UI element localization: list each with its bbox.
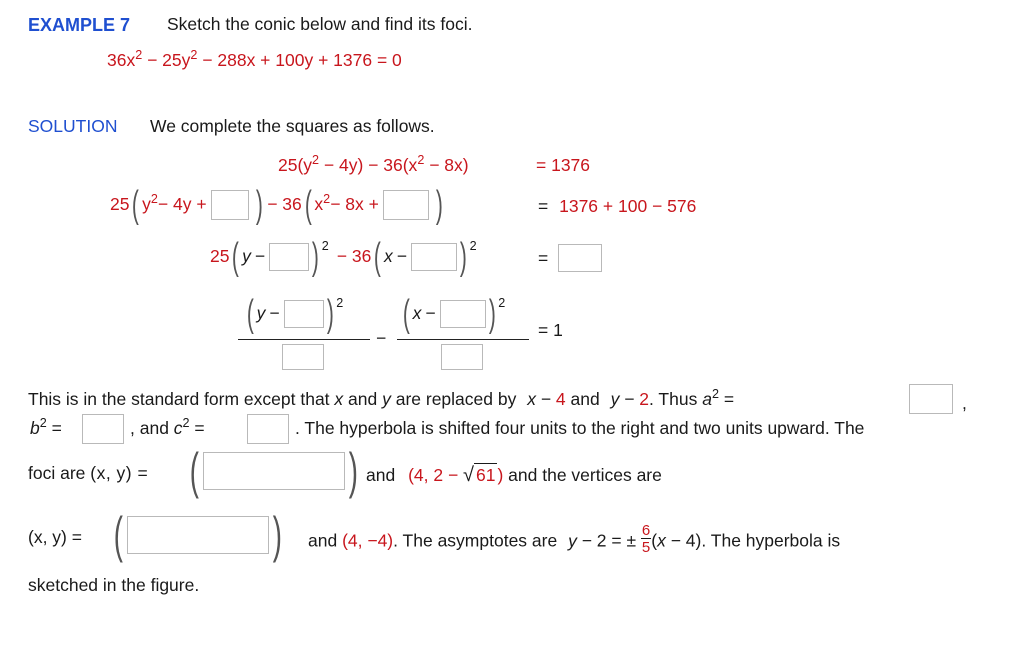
step2-rhs-value: 1376 + 100 − 576 bbox=[559, 196, 697, 216]
step1-rhs: = 1376 bbox=[536, 155, 591, 175]
paragraph-line-1 bbox=[28, 387, 735, 409]
var-x: x bbox=[384, 246, 393, 267]
foci-answer-group bbox=[186, 443, 361, 499]
eq-term-rest: − 288x + 100y + 1376 = 0 bbox=[197, 50, 402, 70]
text: ( bbox=[651, 530, 658, 551]
step1-part: 25(y bbox=[278, 155, 313, 175]
minus: − bbox=[396, 246, 407, 267]
close-paren: ) bbox=[348, 443, 358, 499]
step2-rhs bbox=[538, 198, 696, 216]
answer-box-c-squared[interactable] bbox=[247, 414, 289, 444]
close-paren: ) bbox=[272, 507, 282, 563]
minus-8x-plus: − 8x + bbox=[330, 194, 379, 215]
foci-line-rest bbox=[366, 465, 662, 485]
exponent: 2 bbox=[182, 416, 190, 431]
var-x: x bbox=[412, 303, 422, 324]
b-squared-label bbox=[30, 416, 62, 438]
var-a: a bbox=[702, 389, 712, 409]
var-y: y bbox=[610, 389, 620, 409]
var-x: x bbox=[657, 530, 666, 551]
foci-label bbox=[28, 465, 148, 483]
step2-expression bbox=[110, 183, 446, 227]
minus-4y-plus: − 4y + bbox=[157, 194, 207, 215]
solution-label: SOLUTION bbox=[28, 116, 118, 136]
fraction-y-numerator: ( y − ) $^2$ bbox=[246, 293, 344, 335]
answer-box-complete-square-y[interactable] bbox=[211, 190, 249, 220]
shift-x-value: 4 bbox=[555, 389, 566, 409]
exponent: 2 bbox=[312, 153, 320, 168]
text: = bbox=[718, 389, 735, 409]
var-y: y bbox=[242, 246, 251, 267]
answer-box-focus-1[interactable] bbox=[203, 452, 345, 490]
minus-36: − 36 bbox=[267, 194, 302, 215]
sqrt-61 bbox=[463, 465, 497, 485]
fraction-x-numerator: ( x − ) $^2$ bbox=[402, 293, 506, 335]
text: and bbox=[308, 530, 343, 551]
focus-2-part: ) bbox=[497, 465, 504, 485]
problem-prompt: Sketch the conic below and find its foci. bbox=[167, 14, 473, 34]
text: and the vertices are bbox=[503, 465, 662, 485]
answer-box-frac-y-denominator[interactable] bbox=[282, 344, 324, 370]
step1-part: − 4y) − 36(x bbox=[319, 155, 418, 175]
open-paren: ( bbox=[232, 236, 240, 278]
text: = bbox=[189, 418, 205, 438]
answer-box-a-squared[interactable] bbox=[909, 384, 953, 414]
text: = bbox=[46, 418, 62, 438]
vertices-line-rest bbox=[308, 522, 841, 556]
c-squared-label bbox=[130, 416, 205, 438]
coef-25: 25 bbox=[110, 194, 130, 215]
radical-sign-icon: √ bbox=[463, 464, 475, 486]
text: − bbox=[535, 389, 556, 409]
answer-box-frac-x-shift[interactable] bbox=[440, 300, 486, 328]
paragraph-line-2: . The hyperbola is shifted four units to the right and two units upward. The bbox=[295, 418, 865, 438]
shift-y-value: 2 bbox=[639, 389, 650, 409]
exponent: 2 bbox=[39, 416, 47, 431]
step1-part: − 8x) bbox=[424, 155, 469, 175]
equals: = bbox=[538, 196, 549, 216]
close-paren: ) bbox=[435, 184, 443, 226]
var-y: y bbox=[382, 389, 391, 409]
answer-box-step3-rhs[interactable] bbox=[558, 244, 602, 272]
text: − 2 = ± bbox=[576, 530, 641, 551]
vertex-answer-group bbox=[110, 507, 285, 563]
open-paren: ( bbox=[304, 184, 312, 226]
open-paren: ( bbox=[132, 184, 140, 226]
x-squared: $x^2$ bbox=[314, 192, 331, 215]
radicand: 61 bbox=[476, 465, 496, 485]
minus: − bbox=[254, 246, 266, 267]
text: − bbox=[619, 389, 640, 409]
answer-box-y-shift[interactable] bbox=[269, 243, 309, 271]
answer-box-x-shift[interactable] bbox=[411, 243, 457, 271]
var-c: c bbox=[173, 418, 183, 438]
exponent: 2 bbox=[711, 387, 719, 402]
exponent: 2 bbox=[135, 48, 143, 63]
answer-box-frac-x-denominator[interactable] bbox=[441, 344, 483, 370]
open-paren: ( bbox=[246, 293, 254, 335]
var-x: x bbox=[527, 389, 536, 409]
var-x: x bbox=[334, 389, 344, 409]
exponent: 2 bbox=[190, 48, 198, 63]
vertex-2: (4, −4) bbox=[342, 530, 394, 551]
slope-fraction bbox=[641, 523, 651, 555]
text: − 4) bbox=[665, 530, 702, 551]
eq-term-36x: 36x bbox=[107, 50, 136, 70]
text: , and bbox=[130, 418, 174, 438]
fraction-rhs: = 1 bbox=[538, 320, 563, 340]
eq-term-25y: − 25y bbox=[142, 50, 191, 70]
y-squared: $y^2$ bbox=[142, 192, 158, 215]
minus: − bbox=[425, 303, 436, 324]
close-paren: ) bbox=[255, 184, 263, 226]
text: This is in the standard form except that bbox=[28, 389, 335, 409]
minus-36: − 36 bbox=[336, 246, 372, 267]
open-paren: ( bbox=[189, 443, 199, 499]
text: . The hyperbola is bbox=[701, 530, 841, 551]
example-label: EXAMPLE 7 bbox=[28, 15, 131, 35]
answer-box-vertex-1[interactable] bbox=[127, 516, 269, 554]
var-y: y bbox=[256, 303, 266, 324]
sketched-sentence: sketched in the figure. bbox=[28, 575, 200, 595]
open-paren: ( bbox=[113, 507, 123, 563]
text: foci are bbox=[28, 463, 91, 483]
answer-box-frac-y-shift[interactable] bbox=[284, 300, 324, 328]
answer-box-complete-square-x[interactable] bbox=[383, 190, 429, 220]
text: . Thus bbox=[649, 389, 703, 409]
step3-equals: = bbox=[538, 248, 549, 268]
close-paren: ) bbox=[488, 293, 496, 335]
text: and bbox=[343, 389, 383, 409]
vertex-xy-label: (x, y) = bbox=[28, 527, 82, 547]
text: are replaced by bbox=[390, 389, 522, 409]
step3-expression: 25 ( y − ) $^2$ − 36 ( x − ) $^2$ bbox=[210, 236, 477, 278]
coef-25: 25 bbox=[210, 246, 230, 267]
fraction-minus: − bbox=[376, 328, 387, 348]
fraction-bar-y bbox=[238, 339, 370, 340]
var-b: b bbox=[30, 418, 40, 438]
open-paren: ( bbox=[374, 236, 382, 278]
close-paren: ) bbox=[326, 293, 334, 335]
focus-2-part: (4, 2 − bbox=[408, 465, 464, 485]
close-paren: ) bbox=[459, 236, 467, 278]
step1-expression bbox=[278, 153, 469, 175]
answer-box-b-squared[interactable] bbox=[82, 414, 124, 444]
fraction-numerator: 6 bbox=[641, 522, 651, 539]
close-paren: ) bbox=[311, 236, 319, 278]
text: and bbox=[366, 465, 401, 485]
given-equation bbox=[107, 48, 402, 70]
exponent: 2 bbox=[417, 153, 425, 168]
minus: − bbox=[269, 303, 280, 324]
solution-intro: We complete the squares as follows. bbox=[150, 116, 435, 136]
text: . The asymptotes are bbox=[393, 530, 563, 551]
open-paren: ( bbox=[402, 293, 410, 335]
fraction-bar-x bbox=[397, 339, 529, 340]
comma: , bbox=[962, 393, 967, 413]
var-y: y bbox=[568, 530, 577, 551]
text: and bbox=[565, 389, 605, 409]
point-xy-label: (x, y) = bbox=[90, 463, 149, 483]
fraction-denominator: 5 bbox=[641, 539, 651, 556]
